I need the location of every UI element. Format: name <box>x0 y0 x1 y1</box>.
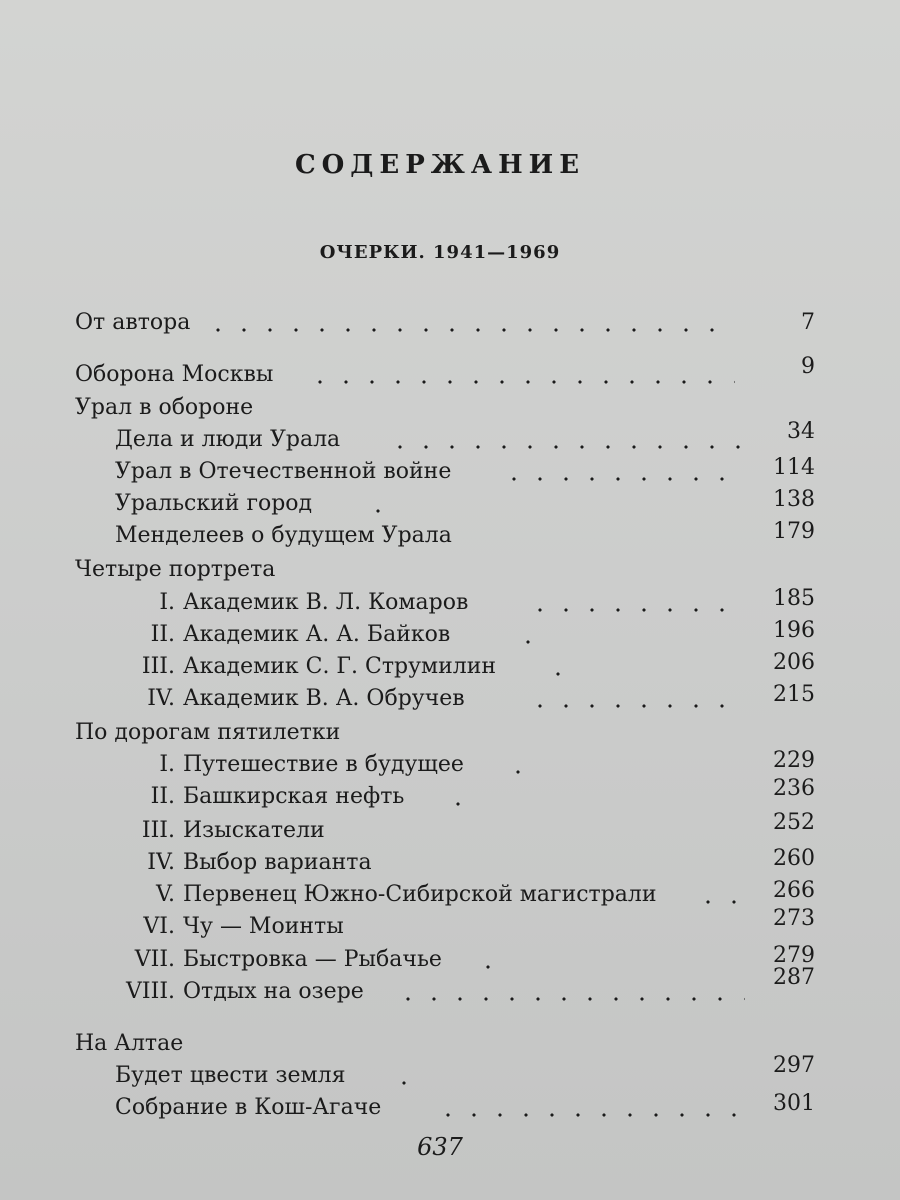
toc-entry <box>75 965 815 1006</box>
contents-heading: СОДЕРЖАНИЕ <box>294 150 586 180</box>
toc-entry-title: Менделеев о будущем Урала <box>115 523 452 548</box>
toc-entry-title: Изыскатели <box>183 818 325 843</box>
leader-dots <box>445 801 475 807</box>
toc-entry-page: 114 <box>773 455 815 480</box>
toc-entry-numeral: III. <box>141 654 175 679</box>
toc-entry-numeral: IV. <box>147 850 175 875</box>
section-title: ОЧЕРКИ. 1941—1969 <box>319 242 561 263</box>
toc-entry-page: 252 <box>773 810 815 835</box>
toc-entry-title: Оборона Москвы <box>75 362 274 387</box>
toc-entry-numeral: VIII. <box>126 979 175 1004</box>
leader-dots <box>435 1112 745 1118</box>
toc-entry-title: Башкирская нефть <box>183 784 405 809</box>
toc-entry-page: 34 <box>787 419 815 444</box>
toc-entry-label <box>75 817 325 845</box>
toc-entry-page: 236 <box>773 776 815 801</box>
toc-entry-title: Уральский город <box>115 491 313 516</box>
toc-entry-label <box>75 685 465 713</box>
toc-entry <box>75 454 815 486</box>
toc-entry-page: 7 <box>801 310 815 335</box>
toc-entry <box>75 1053 815 1090</box>
leader-dots <box>395 996 745 1002</box>
toc-entry-title: Первенец Южно-Сибирской магистрали <box>183 882 657 907</box>
toc-entry-title: Собрание в Кош-Агаче <box>115 1095 382 1120</box>
toc-entry <box>75 810 815 845</box>
toc-entry-numeral: II. <box>150 784 175 809</box>
toc-entry-label <box>75 1030 183 1058</box>
toc-entry-title: На Алтае <box>75 1031 184 1056</box>
toc-entry-label <box>75 946 442 974</box>
toc-entry-numeral: IV. <box>147 686 175 711</box>
toc-entry-label <box>115 490 312 518</box>
toc-entry-page: 196 <box>773 618 815 643</box>
toc-entry <box>75 747 815 779</box>
toc-entry-label <box>75 309 190 337</box>
toc-entry-page: 279 <box>773 943 815 968</box>
toc-entry <box>75 942 815 974</box>
toc-entry-label <box>75 589 468 617</box>
toc-entry-page: 301 <box>773 1091 815 1116</box>
toc-entry-label <box>115 1094 381 1122</box>
toc-entry <box>75 419 815 454</box>
toc-entry <box>75 390 815 422</box>
leader-dots <box>475 964 495 970</box>
toc-entry-label <box>75 913 344 941</box>
toc-entry-title: Чу — Моинты <box>183 914 344 939</box>
toc-entry-numeral: II. <box>150 622 175 647</box>
toc-entry-title: Быстровка — Рыбачье <box>183 947 442 972</box>
toc-entry-title: Академик А. А. Байков <box>183 622 451 647</box>
toc-entry <box>75 906 815 941</box>
toc-entry-label <box>75 394 253 422</box>
leader-dots <box>545 671 575 677</box>
toc-entry-label <box>115 426 340 454</box>
toc-entry-title: Отдых на озере <box>183 979 364 1004</box>
toc-entry-page: 229 <box>773 748 815 773</box>
toc-entry-label <box>75 719 340 747</box>
toc-entry <box>75 486 815 518</box>
toc-entry <box>75 354 815 389</box>
toc-entry <box>75 776 815 811</box>
toc-entry-title: Дела и люди Урала <box>115 427 341 452</box>
toc-entry-title: Урал в Отечественной войне <box>115 459 452 484</box>
toc-entry <box>75 845 815 877</box>
toc-entry-title: Выбор варианта <box>183 850 372 875</box>
leader-dots <box>391 1080 415 1086</box>
toc-entry-title: От автора <box>75 310 191 335</box>
leader-dots <box>387 444 743 450</box>
toc-entry-label <box>115 1062 346 1090</box>
toc-entry-label <box>115 458 451 486</box>
toc-entry <box>75 877 815 909</box>
toc-entry-numeral: VII. <box>134 947 175 972</box>
toc-entry-title: Будет цвести земля <box>115 1063 346 1088</box>
toc-entry-page: 185 <box>773 586 815 611</box>
toc-entry-numeral: I. <box>159 590 175 615</box>
page-number: 637 <box>417 1133 463 1161</box>
toc-entry-label <box>75 849 372 877</box>
toc-entry-page: 273 <box>773 906 815 931</box>
leader-dots <box>695 899 745 905</box>
toc-entry-page: 287 <box>773 965 815 990</box>
toc-entry-label <box>75 556 275 584</box>
toc-entry-label <box>115 522 452 550</box>
toc-entry-label <box>75 978 364 1006</box>
toc-entry-label <box>75 361 273 389</box>
leader-dots <box>527 607 745 613</box>
toc-entry-label <box>75 653 496 681</box>
toc-entry-title: Академик С. Г. Струмилин <box>183 654 497 679</box>
leader-dots <box>505 769 530 775</box>
toc-entry-label <box>75 751 464 779</box>
toc-entry-page: 138 <box>773 487 815 512</box>
leader-dots <box>515 639 545 645</box>
toc-entry <box>75 585 815 617</box>
toc-entry-page: 215 <box>773 682 815 707</box>
toc-entry-page: 179 <box>773 519 815 544</box>
toc-entry <box>75 715 815 747</box>
toc-entry-page: 9 <box>801 354 815 379</box>
toc-entry <box>75 1026 815 1058</box>
toc-entry-numeral: III. <box>141 818 175 843</box>
leader-dots <box>205 327 735 333</box>
toc-entry-numeral: I. <box>159 752 175 777</box>
toc-entry-page: 206 <box>773 650 815 675</box>
leader-dots <box>501 476 735 482</box>
toc-entry <box>75 1090 815 1122</box>
toc-entry-numeral: V. <box>155 882 175 907</box>
toc-entry-numeral: VI. <box>143 914 175 939</box>
toc-entry <box>75 518 815 550</box>
leader-dots <box>527 703 745 709</box>
toc-entry-title: По дорогам пятилетки <box>75 720 341 745</box>
toc-entry-page: 297 <box>773 1053 815 1078</box>
toc-entry <box>75 649 815 681</box>
toc-entry-title: Четыре портрета <box>75 557 276 582</box>
toc-entry-title: Академик В. Л. Комаров <box>183 590 469 615</box>
toc-entry-title: Путешествие в будущее <box>183 752 464 777</box>
toc-entry <box>75 681 815 713</box>
toc-entry-label <box>75 783 404 811</box>
toc-entry <box>75 305 815 337</box>
toc-entry-label <box>75 621 450 649</box>
toc-entry-page: 266 <box>773 878 815 903</box>
toc-entry-title: Академик В. А. Обручев <box>183 686 465 711</box>
toc-entry <box>75 552 815 584</box>
toc-entry-label <box>75 881 657 909</box>
toc-entry-page: 260 <box>773 846 815 871</box>
leader-dots <box>307 379 735 385</box>
toc-entry <box>75 617 815 649</box>
toc-entry-title: Урал в обороне <box>75 395 254 420</box>
leader-dots <box>365 508 385 514</box>
